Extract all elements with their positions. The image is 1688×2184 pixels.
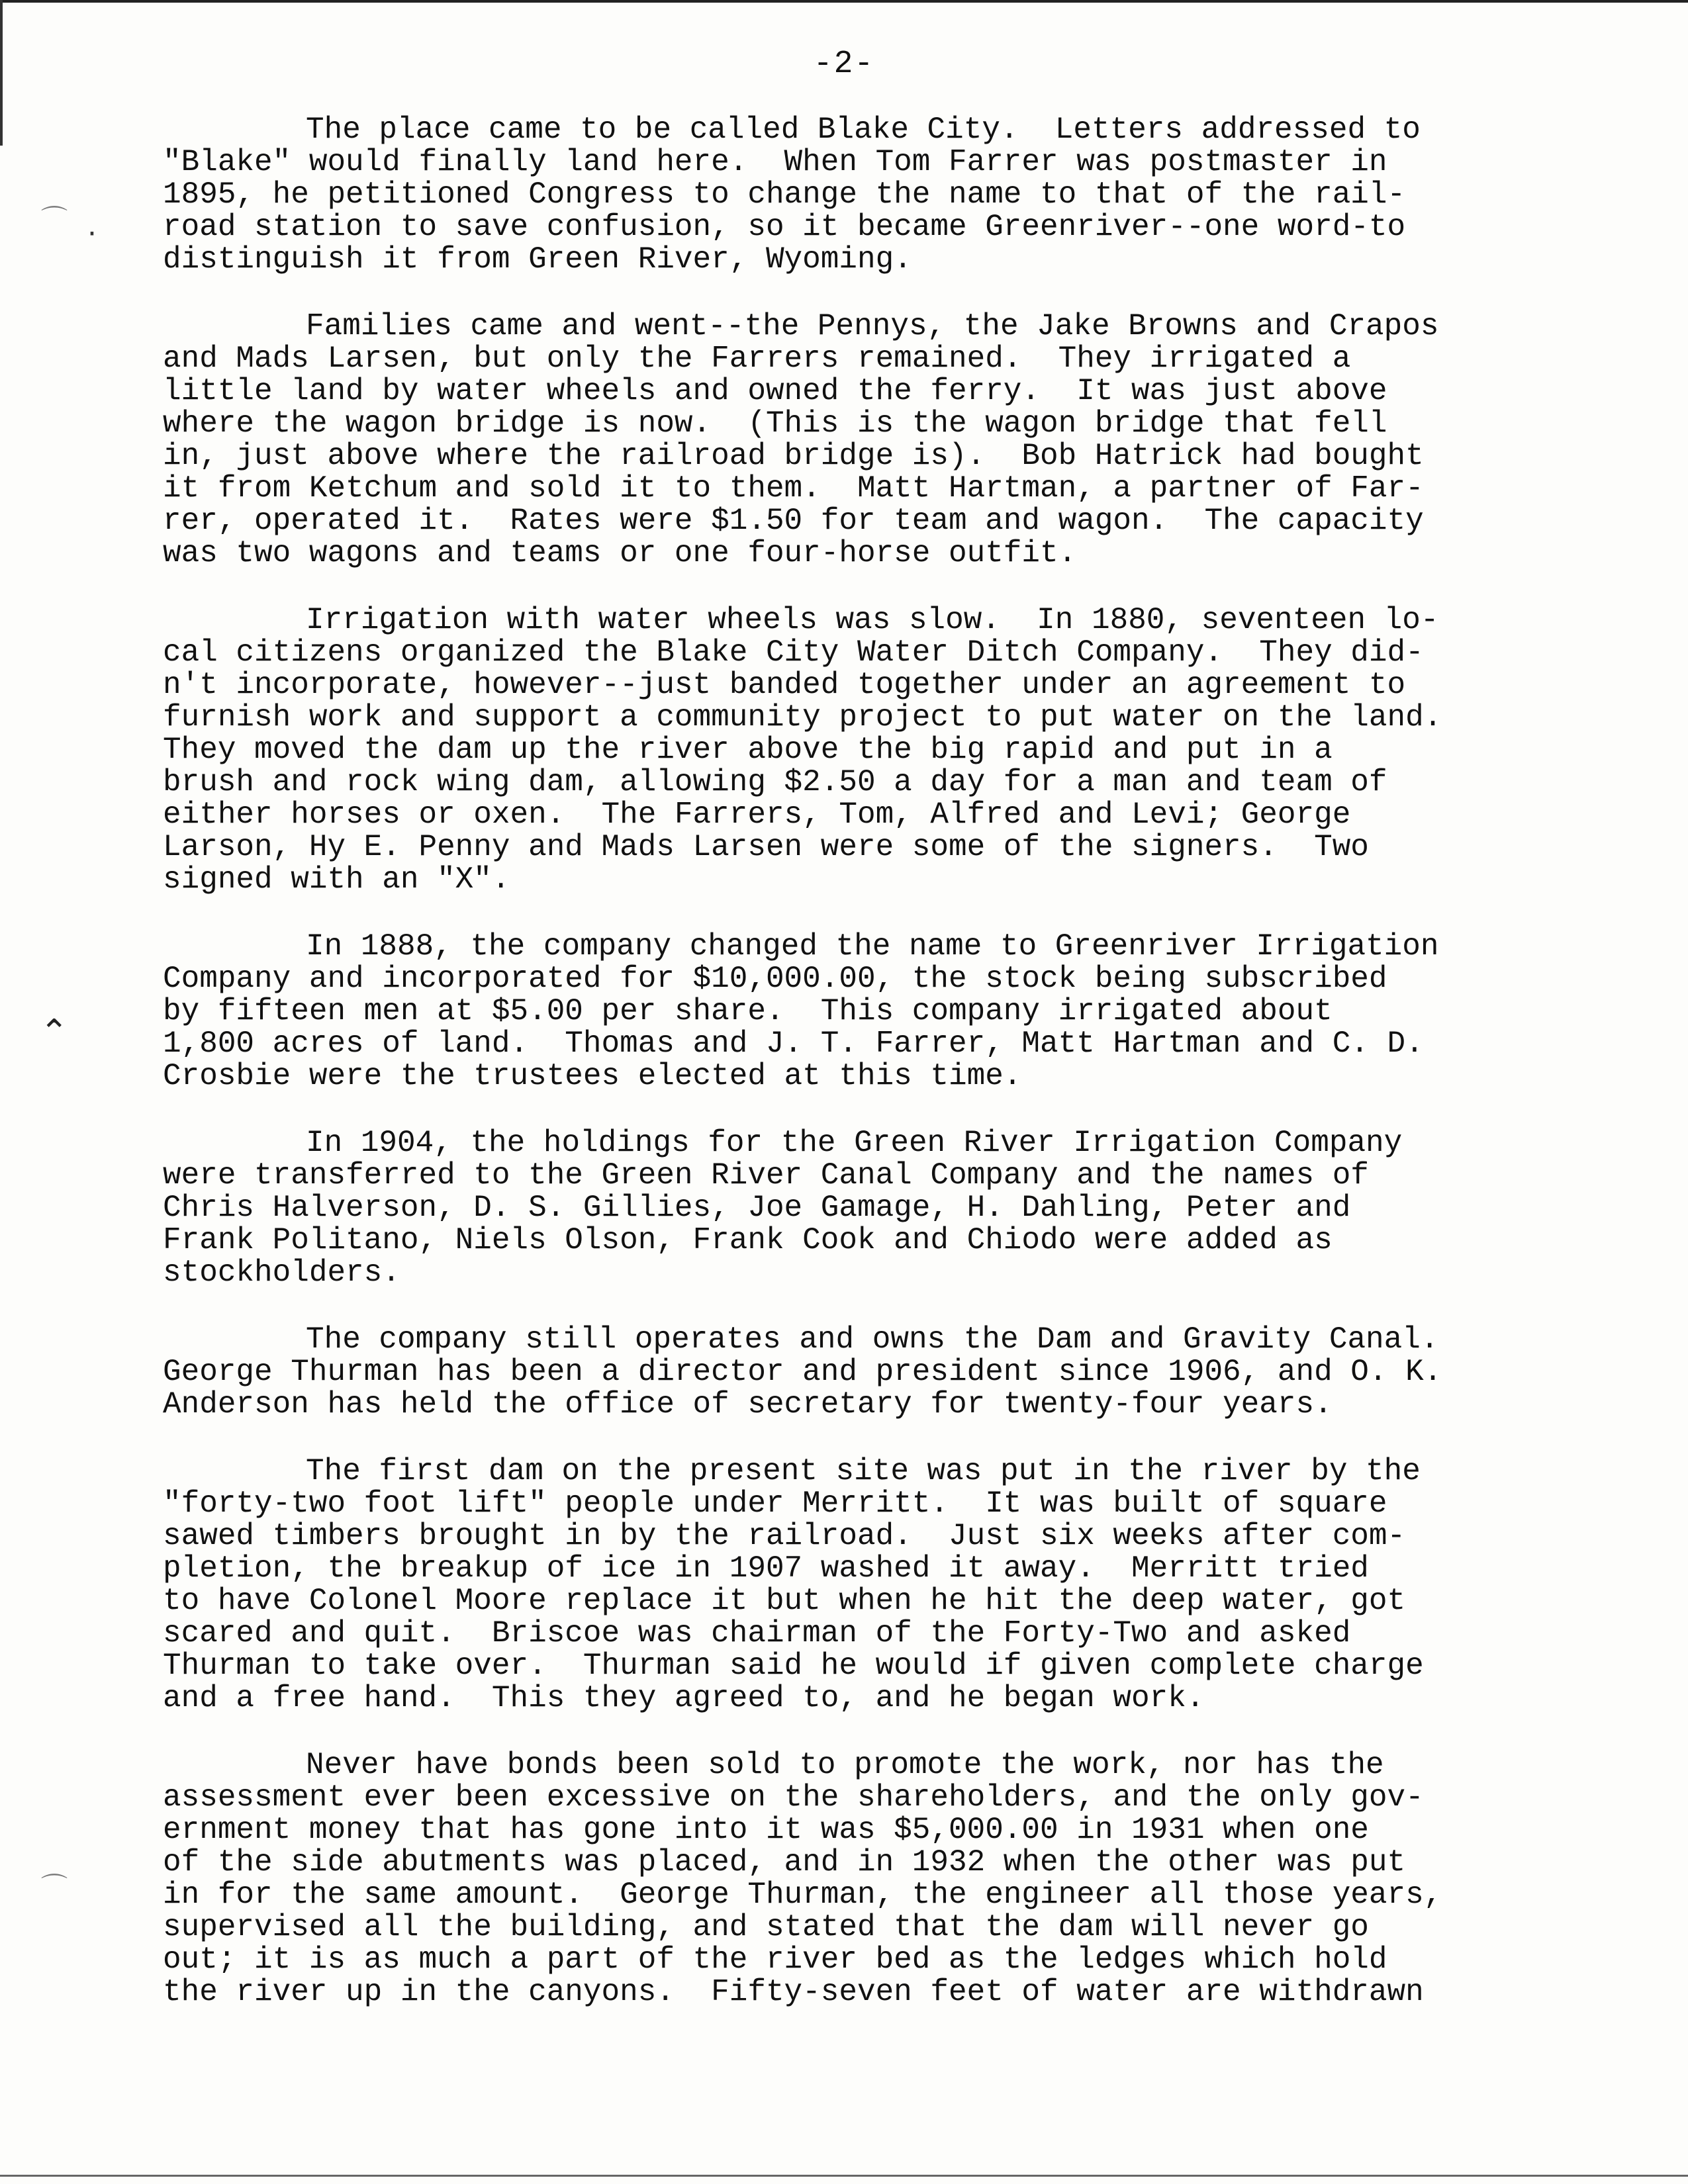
text-line: road station to save confusion, so it became Greenriver--one word-to bbox=[163, 210, 1406, 244]
text-line: was two wagons and teams or one four-horse outfit. bbox=[163, 536, 1077, 570]
text-line: "Blake" would finally land here. When Tom Farrer was postmaster in bbox=[163, 145, 1387, 179]
text-line: The first dam on the present site was put in the river by the bbox=[306, 1454, 1421, 1488]
text-line: by fifteen men at $5.00 per share. This company irrigated about bbox=[163, 994, 1333, 1028]
paragraph bbox=[163, 931, 1560, 1093]
text-line: Chris Halverson, D. S. Gillies, Joe Gamage, H. Dahling, Peter and bbox=[163, 1191, 1351, 1225]
text-line: out; it is as much a part of the river bed as the ledges which hold bbox=[163, 1942, 1387, 1977]
margin-mark: ⌒ bbox=[41, 205, 68, 235]
text-line: of the side abutments was placed, and in 1932 when the other was put bbox=[163, 1845, 1406, 1880]
text-line: In 1888, the company changed the name to Greenriver Irrigation bbox=[306, 929, 1439, 964]
text-line: cal citizens organized the Blake City Water Ditch Company. They did- bbox=[163, 635, 1424, 670]
document-body bbox=[163, 114, 1560, 2043]
text-line: in for the same amount. George Thurman, the engineer all those years, bbox=[163, 1878, 1442, 1912]
text-line: supervised all the building, and stated that the dam will never go bbox=[163, 1910, 1369, 1944]
text-line: ernment money that has gone into it was $5,000.00 in 1931 when one bbox=[163, 1813, 1369, 1847]
margin-dot: · bbox=[87, 217, 97, 251]
page-top-edge bbox=[0, 0, 1688, 3]
text-line: Anderson has held the office of secretary for twenty-four years. bbox=[163, 1387, 1333, 1422]
text-line: The company still operates and owns the Dam and Gravity Canal. bbox=[306, 1322, 1439, 1357]
paragraph bbox=[163, 1749, 1560, 2009]
text-line: where the wagon bridge is now. (This is the wagon bridge that fell bbox=[163, 406, 1387, 441]
text-line: and Mads Larsen, but only the Farrers remained. They irrigated a bbox=[163, 341, 1351, 376]
paragraph bbox=[163, 604, 1560, 896]
margin-mark: ⌒ bbox=[41, 1872, 68, 1903]
text-line: Larson, Hy E. Penny and Mads Larsen were some of the signers. Two bbox=[163, 830, 1369, 864]
text-line: it from Ketchum and sold it to them. Matt Hartman, a partner of Far- bbox=[163, 471, 1424, 506]
text-line: Never have bonds been sold to promote the work, nor has the bbox=[306, 1748, 1384, 1782]
paragraph bbox=[163, 1127, 1560, 1289]
text-line: 1,800 acres of land. Thomas and J. T. Farrer, Matt Hartman and C. D. bbox=[163, 1026, 1424, 1061]
paragraph bbox=[163, 1324, 1560, 1421]
text-line: furnish work and support a community project to put water on the land. bbox=[163, 700, 1442, 735]
text-line: They moved the dam up the river above the big rapid and put in a bbox=[163, 733, 1333, 767]
text-line: scared and quit. Briscoe was chairman of the Forty-Two and asked bbox=[163, 1616, 1351, 1651]
text-line: to have Colonel Moore replace it but when he hit the deep water, got bbox=[163, 1584, 1406, 1618]
text-line: stockholders. bbox=[163, 1255, 400, 1290]
page-bottom-edge bbox=[0, 2175, 1688, 2177]
text-line: Frank Politano, Niels Olson, Frank Cook and Chiodo were added as bbox=[163, 1223, 1333, 1257]
text-line: Thurman to take over. Thurman said he would if given complete charge bbox=[163, 1649, 1424, 1683]
paragraph bbox=[163, 114, 1560, 276]
paragraph bbox=[163, 310, 1560, 570]
text-line: 1895, he petitioned Congress to change the name to that of the rail- bbox=[163, 177, 1406, 212]
text-line: sawed timbers brought in by the railroad. Just six weeks after com- bbox=[163, 1519, 1406, 1553]
text-line: either horses or oxen. The Farrers, Tom, Alfred and Levi; George bbox=[163, 797, 1351, 832]
text-line: pletion, the breakup of ice in 1907 washed it away. Merritt tried bbox=[163, 1551, 1369, 1586]
text-line: Crosbie were the trustees elected at this time. bbox=[163, 1059, 1022, 1093]
text-line: Irrigation with water wheels was slow. In 1880, seventeen lo- bbox=[306, 603, 1439, 637]
text-line: signed with an "X". bbox=[163, 862, 510, 897]
text-line: brush and rock wing dam, allowing $2.50 a day for a man and team of bbox=[163, 765, 1387, 799]
text-line: Company and incorporated for $10,000.00, the stock being subscribed bbox=[163, 962, 1387, 996]
margin-mark: ⌃ bbox=[40, 1013, 69, 1052]
text-line: George Thurman has been a director and president since 1906, and O. K. bbox=[163, 1355, 1442, 1389]
paragraph bbox=[163, 1455, 1560, 1715]
page-number: -2- bbox=[813, 46, 875, 82]
text-line: n't incorporate, however--just banded together under an agreement to bbox=[163, 668, 1406, 702]
text-line: distinguish it from Green River, Wyoming. bbox=[163, 242, 912, 277]
text-line: assessment ever been excessive on the shareholders, and the only gov- bbox=[163, 1780, 1424, 1815]
text-line: the river up in the canyons. Fifty-seven feet of water are withdrawn bbox=[163, 1975, 1424, 2009]
text-line: rer, operated it. Rates were $1.50 for team and wagon. The capacity bbox=[163, 504, 1424, 538]
text-line: and a free hand. This they agreed to, and he began work. bbox=[163, 1681, 1205, 1715]
text-line: little land by water wheels and owned the ferry. It was just above bbox=[163, 374, 1387, 408]
text-line: In 1904, the holdings for the Green River Irrigation Company bbox=[306, 1126, 1403, 1160]
text-line: Families came and went--the Pennys, the Jake Browns and Crapos bbox=[306, 309, 1439, 343]
text-line: The place came to be called Blake City. Letters addressed to bbox=[306, 113, 1421, 147]
text-line: "forty-two foot lift" people under Merritt. It was built of square bbox=[163, 1486, 1387, 1521]
text-line: were transferred to the Green River Canal Company and the names of bbox=[163, 1158, 1369, 1193]
text-line: in, just above where the railroad bridge is). Bob Hatrick had bought bbox=[163, 439, 1424, 473]
